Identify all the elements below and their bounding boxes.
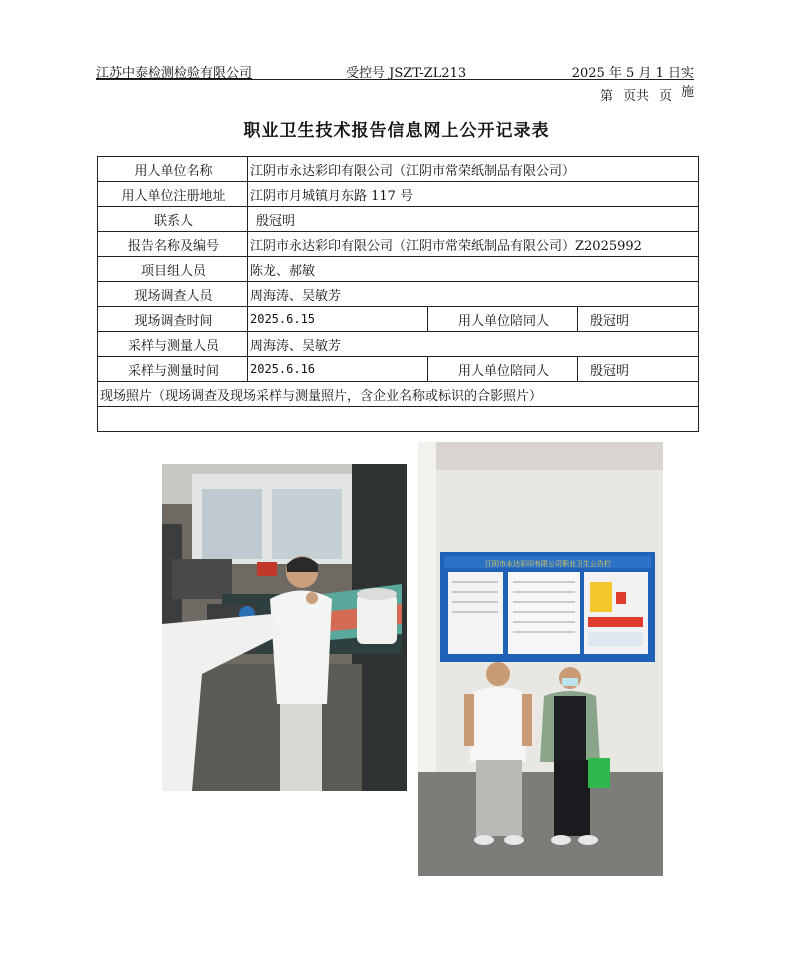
sampling-time-label: 采样与测量时间 [98, 357, 248, 382]
site-survey-photo [162, 464, 407, 791]
record-table [97, 156, 699, 568]
row-photo-heading [98, 382, 699, 407]
page-di: 第 [600, 89, 614, 104]
sampling-escort-value: 殷冠明 [578, 357, 699, 382]
sampling-staff-label: 采样与测量人员 [98, 332, 248, 357]
group-photo [418, 442, 663, 876]
workshop-scene-image [162, 464, 407, 791]
page-counter [600, 85, 695, 104]
photo-area [98, 407, 699, 568]
unit-name-value: 江阴市永达彩印有限公司（江阴市常荣纸制品有限公司） [248, 157, 699, 182]
report-value: 江阴市永达彩印有限公司（江阴市常荣纸制品有限公司）Z2025992 [248, 232, 699, 257]
reg-address-label: 用人单位注册地址 [98, 182, 248, 207]
survey-time-value: 2025.6.15 [248, 307, 428, 332]
team-label: 项目组人员 [98, 257, 248, 282]
board-title: 江阴市永达彩印有限公司职业卫生公告栏 [485, 560, 611, 568]
row-report [98, 232, 699, 257]
survey-escort-label: 用人单位陪同人 [428, 307, 578, 332]
header-control-number: 受控号 JSZT-ZL213 [346, 66, 467, 81]
header-rule [96, 79, 694, 80]
survey-escort-value: 殷冠明 [578, 307, 699, 332]
survey-time-label: 现场调查时间 [98, 307, 248, 332]
unit-name-label: 用人单位名称 [98, 157, 248, 182]
notice-board-scene-image [418, 442, 663, 876]
row-contact [98, 207, 699, 232]
report-label: 报告名称及编号 [98, 232, 248, 257]
row-sampling-staff [98, 332, 699, 357]
row-survey-staff [98, 282, 699, 307]
row-team [98, 257, 699, 282]
contact-value: 殷冠明 [248, 207, 699, 232]
team-value: 陈龙、郝敏 [248, 257, 699, 282]
contact-label: 联系人 [98, 207, 248, 232]
row-sampling-time [98, 357, 699, 382]
sampling-time-value: 2025.6.16 [248, 357, 428, 382]
header-company: 江苏中泰检测检验有限公司 [96, 66, 253, 81]
header-effective-date: 2025 年 5 月 1 日实施 [571, 66, 694, 100]
row-unit-name [98, 157, 699, 182]
survey-staff-value: 周海涛、吴敏芳 [248, 282, 699, 307]
page-ye: 页 [659, 89, 673, 104]
survey-staff-label: 现场调查人员 [98, 282, 248, 307]
photo-heading: 现场照片（现场调查及现场采样与测量照片，含企业名称或标识的合影照片） [98, 382, 699, 407]
sampling-staff-value: 周海涛、吴敏芳 [248, 332, 699, 357]
reg-address-value: 江阴市月城镇月东路 117 号 [248, 182, 699, 207]
row-survey-time [98, 307, 699, 332]
page-ye-gong: 页共 [623, 89, 650, 104]
document-title: 职业卫生技术报告信息网上公开记录表 [243, 121, 550, 141]
row-reg-address [98, 182, 699, 207]
sampling-escort-label: 用人单位陪同人 [428, 357, 578, 382]
row-photos [98, 407, 699, 432]
